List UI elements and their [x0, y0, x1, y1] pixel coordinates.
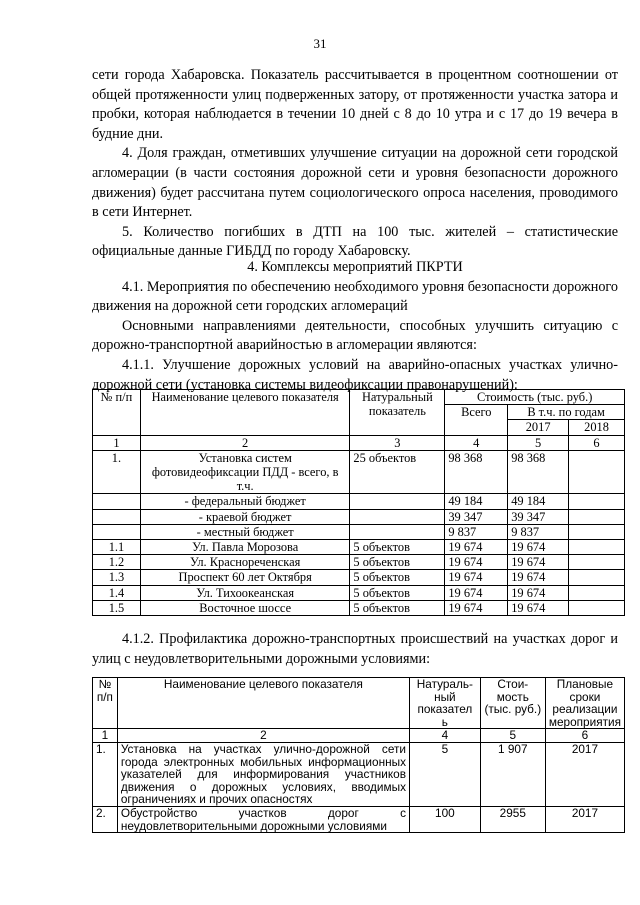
- header-num: № п/п: [93, 390, 141, 436]
- cell-natural: 5 объектов: [350, 600, 445, 615]
- colnum: 5: [508, 435, 569, 450]
- cell-2017: 19 674: [508, 570, 569, 585]
- cell-2018: [569, 524, 625, 539]
- cell-total: 49 184: [445, 494, 508, 509]
- cell-natural: 5 объектов: [350, 555, 445, 570]
- table-prevention: [92, 677, 625, 833]
- cell-natural: 5 объектов: [350, 540, 445, 555]
- cell-num: 1.1: [93, 540, 141, 555]
- table-row: [93, 806, 625, 832]
- cell-total: 19 674: [445, 540, 508, 555]
- header-cost: Стоимость (тыс. руб.): [445, 390, 625, 405]
- cell-name: Обустройство участков дорог с неудовлетворительными дорожными условиями: [117, 806, 409, 832]
- header-natural: Натураль-ный показател ь: [409, 678, 480, 729]
- table-row: [93, 585, 625, 600]
- cell-name: - краевой бюджет: [140, 509, 350, 524]
- cell-total: 9 837: [445, 524, 508, 539]
- table-row: [93, 524, 625, 539]
- text-top: [92, 66, 618, 262]
- table-row: [93, 600, 625, 615]
- cell-num: 1.3: [93, 570, 141, 585]
- cell-natural: 25 объектов: [350, 450, 445, 494]
- colnum: 4: [409, 729, 480, 743]
- cell-natural: [350, 524, 445, 539]
- table-row-colnums: [93, 435, 625, 450]
- page-number: 31: [313, 36, 327, 51]
- cell-natural: [350, 494, 445, 509]
- cell-2018: [569, 540, 625, 555]
- cell-2018: [569, 585, 625, 600]
- header-name: Наименование целевого показателя: [140, 390, 350, 436]
- cell-total: 39 347: [445, 509, 508, 524]
- cell-num: [93, 509, 141, 524]
- header-by-years: В т.ч. по годам: [508, 405, 625, 420]
- section-heading: 4. Комплексы мероприятий ПКРТИ: [247, 259, 463, 275]
- table-row: [93, 555, 625, 570]
- cell-num: 2.: [93, 806, 118, 832]
- cell-natural: 100: [409, 806, 480, 832]
- cell-num: [93, 524, 141, 539]
- cell-2017: 19 674: [508, 600, 569, 615]
- table-row-colnums: [93, 729, 625, 743]
- cell-2018: [569, 450, 625, 494]
- header-total: Всего: [445, 405, 508, 435]
- cell-total: 19 674: [445, 600, 508, 615]
- table-row: [93, 540, 625, 555]
- text-4-1-2: [92, 630, 618, 669]
- cell-num: 1.: [93, 450, 141, 494]
- colnum: 6: [545, 729, 624, 743]
- cell-name: Восточное шоссе: [140, 600, 350, 615]
- cell-name: - местный бюджет: [140, 524, 350, 539]
- cell-2017: 19 674: [508, 540, 569, 555]
- paragraph-citizens-share: 4. Доля граждан, отметивших улучшение ситуации на дорожной сети городской агломерации (в части состояния дорожной сети и уровня безопасности дорожного движения) будет рассчитана путем социологического опроса населения, проводимого в сети Интернет.: [92, 145, 618, 221]
- table-row: [93, 494, 625, 509]
- cell-natural: [350, 509, 445, 524]
- paragraph-4-1: 4.1. Мероприятия по обеспечению необходимого уровня безопасности дорожного движения на дорожной сети городских агломераций: [92, 278, 618, 315]
- table-row: [93, 570, 625, 585]
- colnum: 6: [569, 435, 625, 450]
- cell-num: 1.5: [93, 600, 141, 615]
- paragraph-4-1-1: 4.1.1. Улучшение дорожных условий на аварийно-опасных участках улично-дорожной сети (установка системы видеофиксации правонарушений):: [92, 356, 618, 393]
- cell-2017: 98 368: [508, 450, 569, 494]
- cell-natural: 5 объектов: [350, 585, 445, 600]
- cell-2017: 19 674: [508, 585, 569, 600]
- header-2017: 2017: [508, 420, 569, 435]
- cell-total: 19 674: [445, 585, 508, 600]
- cell-natural: 5 объектов: [350, 570, 445, 585]
- colnum: 1: [93, 729, 118, 743]
- colnum: 5: [480, 729, 545, 743]
- cell-2018: [569, 600, 625, 615]
- cell-num: 1.4: [93, 585, 141, 600]
- cell-name: Проспект 60 лет Октября: [140, 570, 350, 585]
- colnum: 2: [140, 435, 350, 450]
- colnum: 2: [117, 729, 409, 743]
- cell-num: 1.2: [93, 555, 141, 570]
- cell-cost: 1 907: [480, 742, 545, 806]
- cell-total: 19 674: [445, 570, 508, 585]
- cell-2017: 39 347: [508, 509, 569, 524]
- header-num: № п/п: [93, 678, 118, 729]
- header-2018: 2018: [569, 420, 625, 435]
- table-video-fixation: [92, 389, 625, 616]
- cell-name: Ул. Павла Морозова: [140, 540, 350, 555]
- cell-terms: 2017: [545, 742, 624, 806]
- paragraph-city-networks: сети города Хабаровска. Показатель рассчитывается в процентном соотношении от общей протяженности улиц подверженных затору, от протяженности участка затора и пробки, которая наблюдается в течении 10 дней с 8 до 10 утра и с 17 до 19 вечера в будние дни.: [92, 67, 618, 142]
- table-row: [93, 509, 625, 524]
- header-terms: Плановые сроки реализации мероприятия: [545, 678, 624, 729]
- header-natural: Натуральный показатель: [350, 390, 445, 436]
- cell-cost: 2955: [480, 806, 545, 832]
- paragraph-4-1-2: 4.1.2. Профилактика дорожно-транспортных происшествий на участках дорог и улиц с неудовлетворительными дорожными условиями:: [92, 631, 618, 667]
- cell-natural: 5: [409, 742, 480, 806]
- cell-2017: 49 184: [508, 494, 569, 509]
- cell-2017: 9 837: [508, 524, 569, 539]
- cell-name: Ул. Тихоокеанская: [140, 585, 350, 600]
- cell-name: - федеральный бюджет: [140, 494, 350, 509]
- cell-2018: [569, 494, 625, 509]
- paragraph-fatalities: 5. Количество погибших в ДТП на 100 тыс. жителей – статистические официальные данные ГИБДД по городу Хабаровску.: [92, 223, 618, 260]
- cell-num: 1.: [93, 742, 118, 806]
- cell-terms: 2017: [545, 806, 624, 832]
- cell-name: Установка систем фотовидеофиксации ПДД - всего, в т.ч.: [140, 450, 350, 494]
- cell-2018: [569, 570, 625, 585]
- colnum: 3: [350, 435, 445, 450]
- text-section-4: [92, 258, 618, 395]
- cell-2018: [569, 509, 625, 524]
- header-name: Наименование целевого показателя: [117, 678, 409, 729]
- cell-name: Ул. Краснореченская: [140, 555, 350, 570]
- cell-name: Установка на участках улично-дорожной сети города электронных мобильных информационных указателей для информирования участников движения о дорожных условиях, вводимых ограничениях и прочих опасностях: [117, 742, 409, 806]
- cell-total: 98 368: [445, 450, 508, 494]
- colnum: 1: [93, 435, 141, 450]
- cell-2018: [569, 555, 625, 570]
- header-cost: Стои-мость (тыс. руб.): [480, 678, 545, 729]
- table-row: [93, 742, 625, 806]
- table-row: [93, 450, 625, 494]
- colnum: 4: [445, 435, 508, 450]
- cell-total: 19 674: [445, 555, 508, 570]
- cell-num: [93, 494, 141, 509]
- paragraph-main-directions: Основными направлениями деятельности, способных улучшить ситуацию с дорожно-транспортной аварийностью в агломерации являются:: [92, 317, 618, 354]
- cell-2017: 19 674: [508, 555, 569, 570]
